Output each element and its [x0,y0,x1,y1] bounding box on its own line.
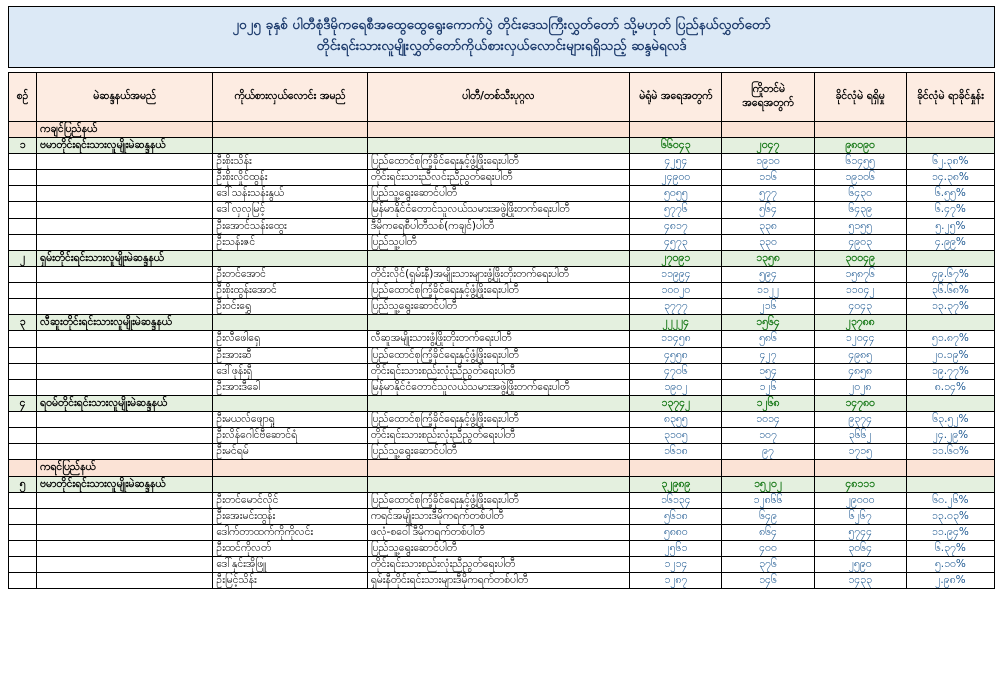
document-title-banner [8,6,995,68]
cell-polling-votes: ၁၂၁၄ [630,557,722,573]
cell-candidate: ဦးတင်မောင်လိုင် [213,492,367,508]
cell-valid-percent: ၁၄.၃၈% [906,170,994,186]
cell-polling-votes: ၁၂၈၇ [630,573,722,589]
cell-candidate: ဦးထင်ကိုလတ် [213,541,367,557]
cell-advance-votes: ၁၃၅၈ [722,250,814,266]
cell-advance-votes: ၁၁၆ [722,170,814,186]
table-row-candidate [9,154,995,170]
cell-advance-votes: ၁၉၁၀ [722,154,814,170]
cell-candidate: ဒေါ်နှင်းအိုဖြူ [213,557,367,573]
cell-no [9,573,37,589]
cell-polling-votes: ၂၂၂၂၄ [630,315,722,331]
cell-constituency [37,266,213,282]
cell-no [9,202,37,218]
cell-valid-percent: ၆.၅၅% [906,186,994,202]
cell-no [9,186,37,202]
cell-valid-votes: ၂၃၇၈၈ [814,315,906,331]
cell-polling-votes: ၃၇၇၇ [630,299,722,315]
cell-constituency: ကချင်ပြည်နယ် [37,121,213,137]
cell-valid-votes: ၂၉၀၀၀ [814,492,906,508]
table-row-candidate [9,508,995,524]
cell-advance-votes: ၁၂၈၆၆ [722,492,814,508]
cell-party: ပြည်သူ့ပါတီ [367,234,630,250]
cell-advance-votes: ၁၀၁၄ [722,412,814,428]
cell-candidate: ဦးမင်ရမ် [213,444,367,460]
table-row-constituency-summary [9,476,995,492]
cell-valid-percent: ၆၂.၃၈% [906,154,994,170]
table-header-row [9,72,995,121]
cell-no: ၄ [9,395,37,411]
table-row-candidate [9,331,995,347]
cell-candidate: ဦးအားဆီ [213,347,367,363]
cell-valid-percent: ၄၉.၆၇% [906,266,994,282]
cell-valid-votes: ၆၁၄၅၅ [814,154,906,170]
cell-candidate: ဒေါ်သန်းသန်းနွယ် [213,186,367,202]
cell-constituency: ရဝမ်တိုင်းရင်းသားလူမျိုးမဲဆန္ဒနယ် [37,395,213,411]
cell-party: ပြည်သူ့ရွေးဆောင်ပါတီ [367,299,630,315]
cell-valid-percent [906,460,994,476]
cell-party: မြန်မာနိုင်ငံတောင်သူလယ်သမားအဖွဲ့ဖြိုးတက်ရေးပါတီ [367,202,630,218]
cell-valid-votes: ၅၇၄၄ [814,524,906,540]
col-header-party: ပါတီ/တစ်သီးပုဂ္ဂလ [367,72,630,121]
cell-no [9,524,37,540]
table-row-candidate [9,412,995,428]
cell-party: ပြည်ထောင်စုကြံ့ခိုင်ရေးနှင့်ဖွံ့ဖြိုးရေးပါတီ [367,412,630,428]
table-row-candidate [9,186,995,202]
cell-valid-votes: ၃၀၆၄ [814,541,906,557]
cell-advance-votes: ၂၀၄၇ [722,137,814,153]
cell-polling-votes: ၅၆၁၈ [630,508,722,524]
cell-party: ဒီမိုကရေစီပါတီသစ်(ကချင်)ပါတီ [367,218,630,234]
table-row-constituency-summary [9,395,995,411]
cell-candidate [213,315,367,331]
title-line-1: ၂၀၂၅ ခုနှစ် ပါတီစုံဒီမိုကရေစီအထွေထွေရွေးကောက်ပွဲ တိုင်းဒေသကြီးလွှတ်တော် သို့မဟုတ် ပြည်နယ်လွှတ်တော် [232,17,771,33]
cell-valid-percent: ၆၃.၅၂% [906,412,994,428]
cell-candidate: ဦးမယလ်ဖျောရှု [213,412,367,428]
cell-valid-percent [906,476,994,492]
cell-polling-votes: ၁၀၀၂၀ [630,283,722,299]
cell-constituency [37,218,213,234]
cell-party: ပြည်ထောင်စုကြံ့ခိုင်ရေးနှင့်ဖွံ့ဖြိုးရေးပါတီ [367,283,630,299]
cell-candidate [213,476,367,492]
cell-valid-votes: ၉၈၀၉၀ [814,137,906,153]
cell-valid-percent: ၂၀.၁၉% [906,347,994,363]
cell-party: တိုင်းလိုင်(ရှမ်းနီ)အမျိုးသားများဖွံ့ဖြိုးတိုးတက်ရေးပါတီ [367,266,630,282]
cell-no [9,266,37,282]
cell-advance-votes: ၁၀၇ [722,428,814,444]
col-header-candidate: ကိုယ်စားလှယ်လောင်း အမည် [213,72,367,121]
cell-constituency [37,363,213,379]
cell-valid-percent: ၅.၁၀% [906,557,994,573]
cell-polling-votes: ၄၇၀၆ [630,363,722,379]
cell-party: မြန်မာနိုင်ငံတောင်သူလယ်သမားအဖွဲ့ဖြိုးတက်ရေးပါတီ [367,379,630,395]
cell-no [9,412,37,428]
table-row-candidate [9,283,995,299]
cell-constituency [37,170,213,186]
cell-valid-percent [906,121,994,137]
cell-polling-votes: ၈၃၅၅ [630,412,722,428]
cell-valid-votes: ၃၆၆၂ [814,428,906,444]
cell-party: ပြည်သူ့ရွေးဆောင်ပါတီ [367,186,630,202]
cell-candidate: ဒေါက်တာထက်ကိုကိုလင်း [213,524,367,540]
cell-constituency: ရှမ်းတိုင်းရင်းသားလူမျိုးမဲဆန္ဒနယ် [37,250,213,266]
cell-no [9,347,37,363]
cell-candidate: ဦးလီဖေါရှေ [213,331,367,347]
cell-constituency [37,283,213,299]
cell-party [367,250,630,266]
cell-party: ဖလုံ-စဝေါ်ဒီမိုကရက်တစ်ပါတီ [367,524,630,540]
cell-candidate: ဦးအောင်သန်းထွေး [213,218,367,234]
cell-valid-votes: ၄၉၀၃ [814,234,906,250]
cell-constituency [37,412,213,428]
cell-valid-percent: ၁၁.၉၄% [906,524,994,540]
election-results-table [8,72,995,590]
cell-advance-votes: ၃၇၆ [722,557,814,573]
table-row-candidate [9,234,995,250]
cell-constituency: ဗမာတိုင်းရင်းသားလူမျိုးမဲဆန္ဒနယ် [37,476,213,492]
cell-valid-percent: ၂၄.၂၉% [906,428,994,444]
cell-constituency [37,524,213,540]
col-header-valid-votes: ခိုင်လုံမဲ ရရှိမှု [814,72,906,121]
cell-constituency [37,234,213,250]
cell-no [9,283,37,299]
cell-candidate: ဦးဝင်းရွှေ [213,299,367,315]
cell-party [367,315,630,331]
table-body [9,121,995,589]
cell-polling-votes: ၄၈၁၇ [630,218,722,234]
cell-party: တိုင်းရင်းသားစည်းလုံးညီညွတ်ရေးပါတီ [367,428,630,444]
cell-advance-votes: ၁၁၂၂ [722,283,814,299]
cell-no [9,460,37,476]
cell-valid-percent: ၈.၁၄% [906,379,994,395]
cell-advance-votes: ၁၅၄ [722,363,814,379]
cell-constituency [37,573,213,589]
table-row-constituency-summary [9,315,995,331]
cell-advance-votes: ၁၂၆ [722,379,814,395]
cell-polling-votes: ၄၂၅၄ [630,154,722,170]
cell-advance-votes: ၁၅၆၄ [722,315,814,331]
cell-advance-votes: ၄၀၀ [722,541,814,557]
cell-valid-votes: ၁၄၃၃ [814,573,906,589]
cell-constituency [37,444,213,460]
cell-polling-votes [630,460,722,476]
cell-party: ရှမ်းနီတိုင်းရင်းသားများဒီမိုကရက်တစ်ပါတီ [367,573,630,589]
cell-advance-votes [722,121,814,137]
cell-party: ပြည်သူ့ရွေးဆောင်ပါတီ [367,444,630,460]
table-row-candidate [9,347,995,363]
cell-party [367,137,630,153]
cell-no: ၅ [9,476,37,492]
cell-constituency [37,379,213,395]
cell-no [9,299,37,315]
cell-polling-votes: ၁၆၁၈ [630,444,722,460]
cell-advance-votes: ၅၉၄ [722,266,814,282]
cell-valid-votes: ၁၁၀၄၂ [814,283,906,299]
cell-polling-votes: ၅၈၈၀ [630,524,722,540]
cell-advance-votes: ၃၃၈ [722,218,814,234]
cell-constituency: ကရင်ပြည်နယ် [37,460,213,476]
cell-advance-votes: ၅၈၆ [722,331,814,347]
cell-no [9,363,37,379]
cell-polling-votes: ၁၃၇၄၂ [630,395,722,411]
cell-party [367,460,630,476]
cell-polling-votes: ၁၁၉၉၄ [630,266,722,282]
cell-polling-votes: ၁၉၀၂ [630,379,722,395]
table-row-candidate [9,524,995,540]
cell-valid-percent: ၂.၉၈% [906,573,994,589]
cell-candidate: ဦးအေးမင်းထွန်း [213,508,367,524]
cell-advance-votes: ၈၆၄ [722,524,814,540]
cell-constituency [37,347,213,363]
table-row-candidate [9,379,995,395]
cell-party: ပြည်ထောင်စုကြံ့ခိုင်ရေးနှင့်ဖွံ့ဖြိုးရေးပါတီ [367,154,630,170]
cell-candidate: ဦးလိန်ဂေါင်ဗီဆောင်ရံ [213,428,367,444]
col-header-no: စဉ် [9,72,37,121]
cell-advance-votes [722,460,814,476]
cell-polling-votes: ၄၅၇၃ [630,234,722,250]
cell-valid-votes: ၆၂၆၇ [814,508,906,524]
cell-valid-votes: ၅၁၅၅ [814,218,906,234]
cell-no [9,154,37,170]
cell-no [9,557,37,573]
cell-candidate: ဒေါ်လှလှမြင့် [213,202,367,218]
cell-polling-votes [630,121,722,137]
cell-constituency [37,154,213,170]
cell-valid-percent [906,250,994,266]
cell-constituency [37,492,213,508]
cell-candidate [213,121,367,137]
title-line-2: တိုင်းရင်းသားလူမျိုးလွှတ်တော်ကိုယ်စားလှယ်လောင်းများရရှိသည့် ဆန္ဒမဲရလဒ် [316,37,687,54]
cell-valid-percent: ၁၉.၇၇% [906,363,994,379]
table-row-candidate [9,170,995,186]
cell-polling-votes: ၃၂၉၈၉ [630,476,722,492]
cell-candidate: ဦးမြင့်သိန်း [213,573,367,589]
cell-polling-votes: ၅၀၅၅ [630,186,722,202]
cell-valid-percent [906,315,994,331]
cell-valid-votes: ၆၄၃၀ [814,186,906,202]
cell-no [9,428,37,444]
table-row-candidate [9,202,995,218]
table-row-candidate [9,363,995,379]
cell-no: ၃ [9,315,37,331]
col-header-advance-votes: ကြိုတင်မဲ အရေအတွက် [722,72,814,121]
table-row-state-heading [9,121,995,137]
cell-valid-votes [814,460,906,476]
cell-polling-votes: ၃၁၀၅ [630,428,722,444]
cell-constituency [37,299,213,315]
cell-polling-votes: ၄၅၅၈ [630,347,722,363]
cell-valid-votes: ၁၄၇၈၀ [814,395,906,411]
cell-no: ၂ [9,250,37,266]
cell-candidate [213,395,367,411]
cell-candidate: ဦးသန်းဇင် [213,234,367,250]
cell-advance-votes: ၉၇ [722,444,814,460]
cell-polling-votes: ၆၆၀၄၃ [630,137,722,153]
cell-party: ပြည်ထောင်စုကြံ့ခိုင်ရေးနှင့်ဖွံ့ဖြိုးရေးပါတီ [367,492,630,508]
cell-party: တိုင်းရင်းသားညီလင်းညီညွတ်ရေးပါတီ [367,170,630,186]
cell-valid-votes: ၄၉၈၅ [814,347,906,363]
cell-no [9,331,37,347]
table-row-state-heading [9,460,995,476]
cell-valid-percent: ၁၃.၃၇% [906,299,994,315]
cell-polling-votes: ၁၁၄၅၈ [630,331,722,347]
cell-candidate: ဦးစိုးသိန်း [213,154,367,170]
cell-party [367,476,630,492]
cell-valid-votes: ၂၀၂၈ [814,379,906,395]
cell-no [9,218,37,234]
cell-party: ကရင်အမျိုးသားဒီမိုကရက်တစ်ပါတီ [367,508,630,524]
cell-candidate: ဒေါ်ဖုန်းရှီ [213,363,367,379]
cell-advance-votes: ၁၅၂၀၂ [722,476,814,492]
table-row-constituency-summary [9,250,995,266]
col-header-polling-votes: မဲရုံမဲ အရေအတွက် [630,72,722,121]
cell-no [9,121,37,137]
cell-candidate [213,137,367,153]
cell-valid-percent: ၆၀.၂၆% [906,492,994,508]
cell-valid-percent: ၅.၂၅% [906,218,994,234]
cell-valid-votes: ၄၈၁၁၁ [814,476,906,492]
cell-constituency [37,331,213,347]
cell-constituency [37,557,213,573]
cell-candidate: ဦးအားဒီခေါ [213,379,367,395]
cell-candidate [213,250,367,266]
cell-constituency: လီဆူးတိုင်းရင်းသားလူမျိုးမဲဆန္ဒနယ် [37,315,213,331]
cell-party: ပြည်ထောင်စုကြံ့ခိုင်ရေးနှင့်ဖွံ့ဖြိုးရေးပါတီ [367,347,630,363]
cell-valid-percent: ၃၆.၆၈% [906,283,994,299]
cell-constituency [37,202,213,218]
cell-valid-percent: ၁၁.၆၀% [906,444,994,460]
table-row-candidate [9,218,995,234]
cell-valid-votes: ၉၃၇၄ [814,412,906,428]
cell-party: တိုင်းရင်းသားစည်းလုံးညီညွတ်ရေးပါတီ [367,363,630,379]
cell-valid-votes: ၁၉၁၀၆ [814,170,906,186]
table-row-candidate [9,557,995,573]
table-row-candidate [9,428,995,444]
cell-advance-votes: ၆၄၉ [722,508,814,524]
cell-party: လီဆူအမျိုးသားဖွံ့ဖြိုးတိုးတက်ရေးပါတီ [367,331,630,347]
cell-valid-votes: ၆၄၃၉ [814,202,906,218]
cell-no: ၁ [9,137,37,153]
cell-candidate: ဦးစိုးထွန်းအောင် [213,283,367,299]
cell-valid-votes: ၂၅၉၀ [814,557,906,573]
cell-constituency [37,186,213,202]
cell-party [367,121,630,137]
cell-valid-votes: ၄၀၄၃ [814,299,906,315]
cell-no [9,492,37,508]
cell-valid-percent: ၁၃.၀၃% [906,508,994,524]
table-row-candidate [9,492,995,508]
cell-party [367,395,630,411]
cell-party: ပြည်သူ့ရွေးဆောင်ပါတီ [367,541,630,557]
cell-advance-votes: ၅၆၄ [722,202,814,218]
table-row-candidate [9,573,995,589]
table-row-candidate [9,541,995,557]
cell-no [9,379,37,395]
cell-polling-votes: ၂၇၀၉၁ [630,250,722,266]
cell-valid-percent: ၄.၉၉% [906,234,994,250]
cell-polling-votes: ၂၄၉၀၀ [630,170,722,186]
cell-no [9,541,37,557]
col-header-constituency: မဲဆန္ဒနယ်အမည် [37,72,213,121]
cell-no [9,444,37,460]
cell-valid-votes: ၁၂၀၄၄ [814,331,906,347]
cell-no [9,234,37,250]
table-row-constituency-summary [9,137,995,153]
cell-polling-votes: ၅၇၇၆ [630,202,722,218]
cell-advance-votes: ၅၇၇ [722,186,814,202]
table-row-candidate [9,444,995,460]
cell-advance-votes: ၄၂၇ [722,347,814,363]
cell-no [9,170,37,186]
cell-valid-percent [906,137,994,153]
cell-polling-votes: ၁၆၁၃၄ [630,492,722,508]
cell-candidate: ဦးစိုးလှိုင်ထွန်း [213,170,367,186]
cell-advance-votes: ၂၁၆ [722,299,814,315]
cell-constituency: ဗမာတိုင်းရင်းသားလူမျိုးမဲဆန္ဒနယ် [37,137,213,153]
cell-valid-percent: ၆.၃၇% [906,541,994,557]
cell-no [9,508,37,524]
col-header-valid-percent: ခိုင်လုံမဲ ရာခိုင်နှုန်း [906,72,994,121]
cell-polling-votes: ၂၅၆၁ [630,541,722,557]
cell-advance-votes: ၁၂၆၈ [722,395,814,411]
cell-party: တိုင်းရင်းသားစည်းလုံးညီညွတ်ရေးပါတီ [367,557,630,573]
cell-valid-votes: ၁၅၈၇၆ [814,266,906,282]
table-row-candidate [9,299,995,315]
cell-candidate [213,460,367,476]
cell-valid-votes: ၄၈၅၈ [814,363,906,379]
cell-constituency [37,508,213,524]
table-row-candidate [9,266,995,282]
cell-candidate: ဦးတင်အောင် [213,266,367,282]
cell-valid-votes: ၃၀၀၄၉ [814,250,906,266]
cell-valid-percent: ၅၁.၈၇% [906,331,994,347]
cell-valid-votes: ၁၇၁၅ [814,444,906,460]
cell-valid-votes [814,121,906,137]
cell-valid-percent [906,395,994,411]
cell-advance-votes: ၁၄၆ [722,573,814,589]
cell-advance-votes: ၃၃၀ [722,234,814,250]
cell-constituency [37,541,213,557]
cell-constituency [37,428,213,444]
cell-valid-percent: ၆.၄၇% [906,202,994,218]
